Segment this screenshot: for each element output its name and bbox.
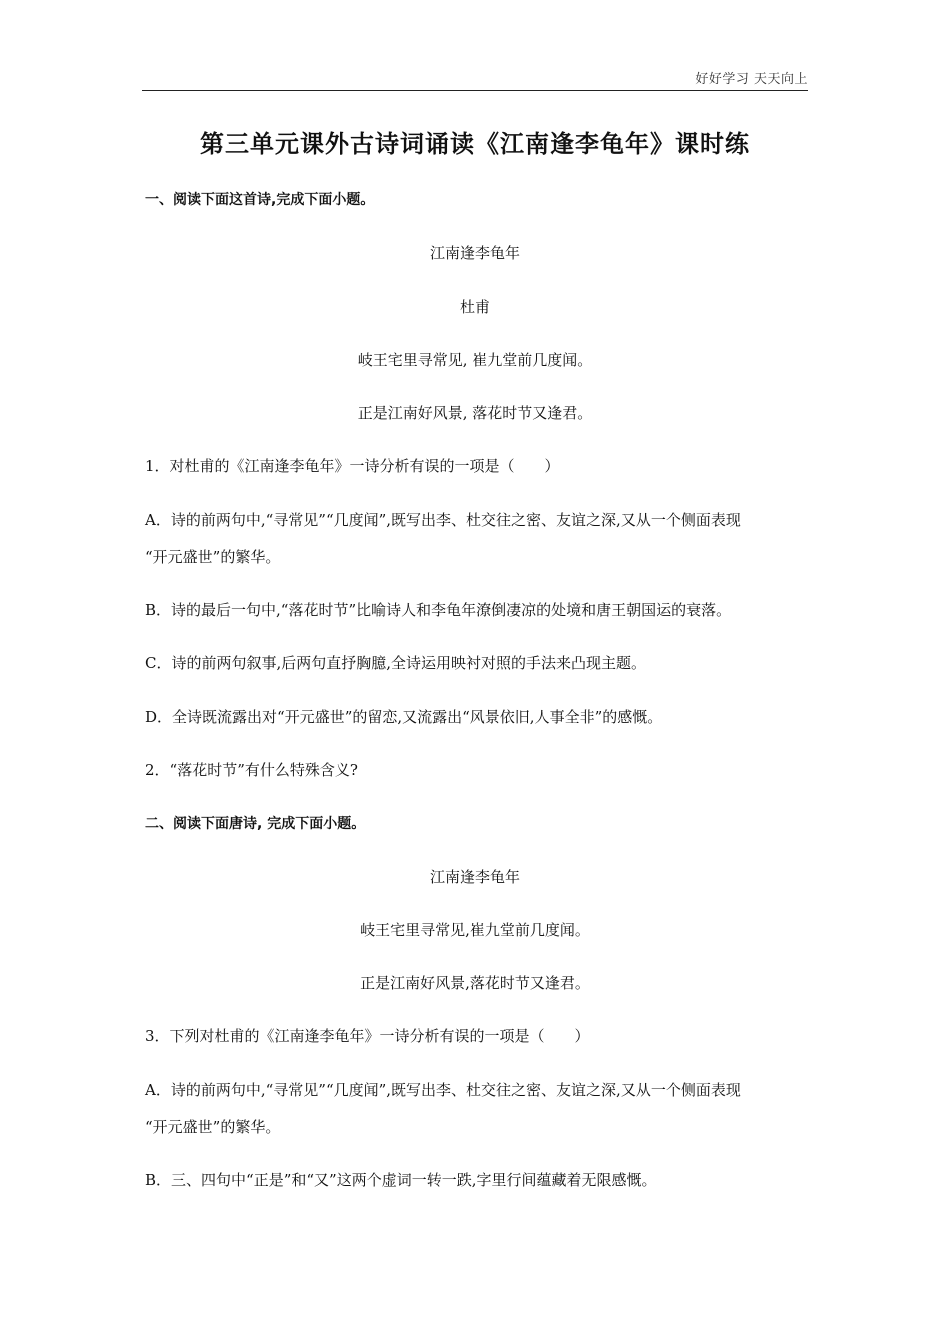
header-note: 好好学习 天天向上 xyxy=(695,72,808,87)
poem-2-line-2: 正是江南好风景,落花时节又逢君。 xyxy=(360,974,590,992)
poem-1-title: 江南逢李龟年 xyxy=(429,244,520,262)
poem-1-line-2: 正是江南好风景, 落花时节又逢君。 xyxy=(357,404,593,422)
poem-2-line-1: 岐王宅里寻常见,崔九堂前几度闻。 xyxy=(360,921,590,939)
question-3-option-a-continued: “开元盛世”的繁华。 xyxy=(145,1118,281,1136)
question-1-option-c: C．诗的前两句叙事,后两句直抒胸臆,全诗运用映衬对照的手法来凸现主题。 xyxy=(145,654,647,672)
question-3-option-b: B．三、四句中“正是”和“又”这两个虚词一转一跌,字里行间蕴藏着无限感慨。 xyxy=(145,1171,657,1189)
question-1-option-a: A．诗的前两句中,“寻常见”“几度闻”,既写出李、杜交往之密、友谊之深,又从一个侧面表现 xyxy=(145,511,741,529)
question-3: 3．下列对杜甫的《江南逢李龟年》一诗分析有误的一项是（ ） xyxy=(145,1027,590,1045)
question-1-option-d: D．全诗既流露出对“开元盛世”的留恋,又流露出“风景依旧,人事全非”的感慨。 xyxy=(145,708,663,726)
question-1-option-a-continued: “开元盛世”的繁华。 xyxy=(145,548,281,566)
section-1-heading: 一、阅读下面这首诗,完成下面小题。 xyxy=(145,192,375,208)
question-2: 2．“落花时节”有什么特殊含义? xyxy=(145,761,358,779)
page-title: 第三单元课外古诗词诵读《江南逢李龟年》课时练 xyxy=(200,130,750,158)
poem-1-line-1: 岐王宅里寻常见, 崔九堂前几度闻。 xyxy=(357,351,593,369)
poem-2-title: 江南逢李龟年 xyxy=(429,868,520,886)
question-3-option-a: A．诗的前两句中,“寻常见”“几度闻”,既写出李、杜交往之密、友谊之深,又从一个侧面表现 xyxy=(145,1081,741,1099)
question-1-option-b: B．诗的最后一句中,“落花时节”比喻诗人和李龟年潦倒凄凉的处境和唐王朝国运的衰落。 xyxy=(145,601,732,619)
section-2-heading: 二、阅读下面唐诗, 完成下面小题。 xyxy=(145,816,366,832)
question-1: 1．对杜甫的《江南逢李龟年》一诗分析有误的一项是（ ） xyxy=(145,457,560,475)
poem-1-author: 杜甫 xyxy=(459,298,490,316)
header-divider xyxy=(142,90,808,91)
